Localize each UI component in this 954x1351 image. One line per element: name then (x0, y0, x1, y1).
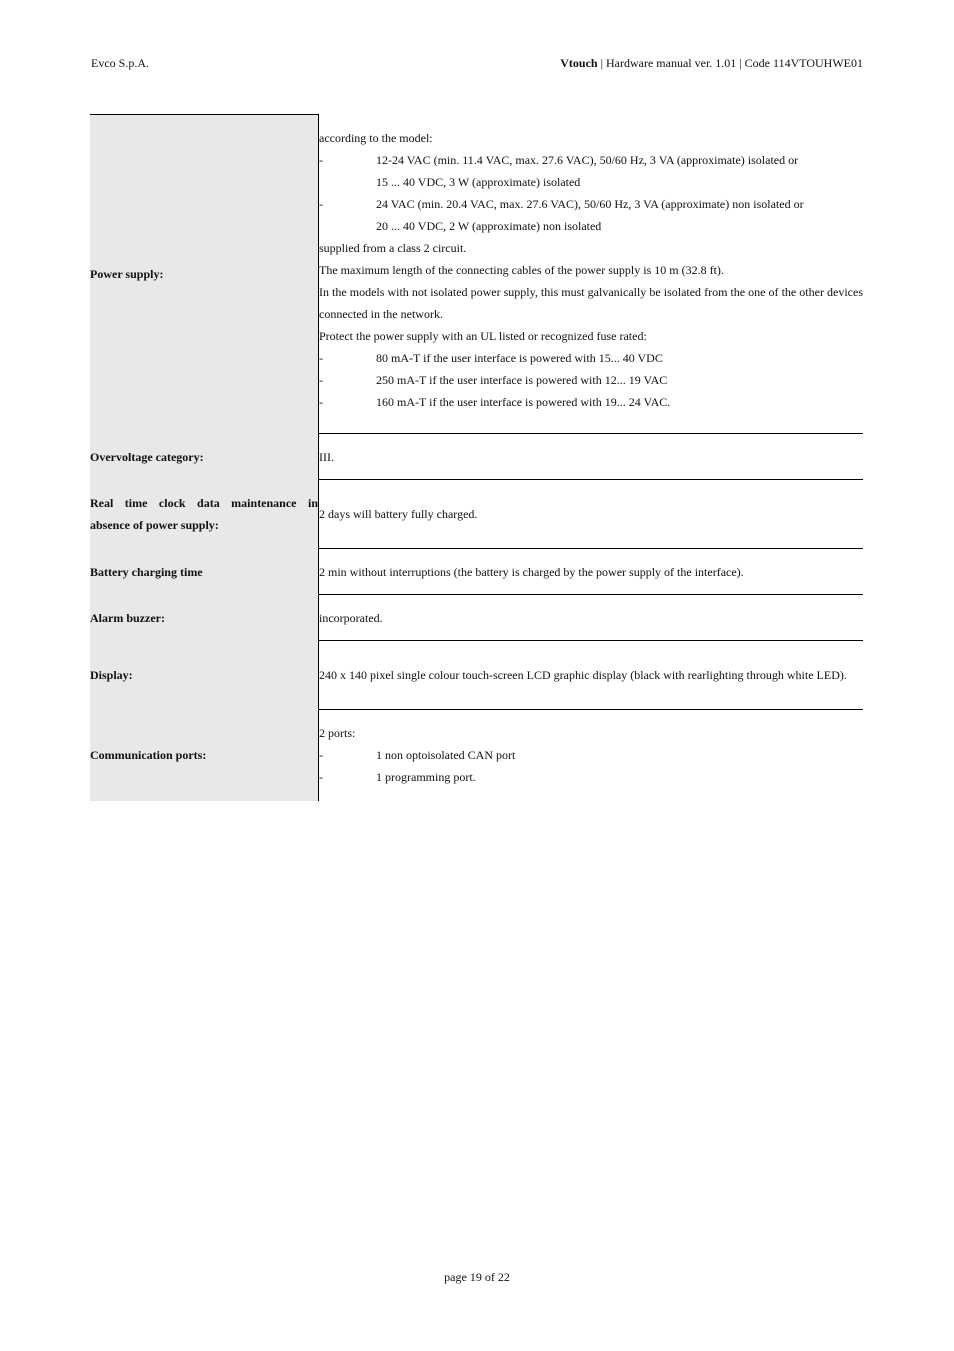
row-overvoltage (90, 434, 863, 480)
fuse-bullet-2 (319, 369, 863, 391)
header-company: Evco S.p.A. (91, 56, 149, 70)
bullet-dash: - (319, 196, 323, 211)
fuse-bullet-1 (319, 347, 863, 369)
bullet-dash: - (319, 350, 323, 365)
fuse-bullet-3 (319, 391, 863, 413)
label-display: Display: (90, 641, 319, 710)
power-bullet-1-cont: 15 ... 40 VDC, 3 W (approximate) isolated (376, 174, 581, 189)
label-overvoltage: Overvoltage category: (90, 434, 319, 480)
bullet-dash: - (319, 770, 323, 785)
value-power-supply (319, 115, 864, 434)
row-buzzer (90, 595, 863, 641)
row-battery (90, 549, 863, 595)
header-manual-info (560, 56, 863, 71)
label-buzzer: Alarm buzzer: (90, 595, 319, 641)
label-ports: Communication ports: (90, 710, 319, 801)
power-line-4: Protect the power supply with an UL listed or recognized fuse rated: (319, 328, 647, 343)
fuse-bullet-2-text: 250 mA-T if the user interface is powered with 12... 19 VAC (376, 372, 668, 387)
power-intro: according to the model: (319, 130, 433, 145)
bullet-dash: - (319, 394, 323, 409)
label-battery: Battery charging time (90, 549, 319, 595)
row-ports (90, 710, 863, 801)
header-product: Vtouch (560, 56, 598, 70)
value-buzzer: incorporated. (319, 595, 864, 641)
power-line-1: supplied from a class 2 circuit. (319, 240, 467, 255)
label-power-supply: Power supply: (90, 115, 319, 434)
bullet-dash: - (319, 748, 323, 763)
power-bullet-2-cont: 20 ... 40 VDC, 2 W (approximate) non isolated (376, 218, 602, 233)
fuse-bullet-3-text: 160 mA-T if the user interface is powered with 19... 24 VAC. (376, 394, 671, 409)
ports-bullet-1 (319, 744, 863, 766)
header-manual: | Hardware manual ver. 1.01 | Code 114VTOUHWE01 (597, 56, 863, 70)
bullet-dash: - (319, 152, 323, 167)
row-rtc (90, 480, 863, 549)
spec-table (90, 114, 863, 801)
value-rtc: 2 days will battery fully charged. (319, 480, 864, 549)
ports-bullet-2 (319, 766, 863, 788)
power-bullet-2-text: 24 VAC (min. 20.4 VAC, max. 27.6 VAC), 50/60 Hz, 3 VA (approximate) non isolated or (376, 196, 804, 211)
value-battery: 2 min without interruptions (the battery is charged by the power supply of the interface). (319, 549, 864, 595)
label-rtc-text: Real time clock data maintenance in absence of power supply: (90, 496, 318, 532)
ports-bullet-2-text: 1 programming port. (376, 770, 476, 785)
value-display: 240 x 140 pixel single colour touch-screen LCD graphic display (black with rearlighting through white LED). (319, 641, 864, 710)
label-rtc (90, 480, 319, 549)
power-bullet-2 (319, 193, 863, 215)
ports-bullet-1-text: 1 non optoisolated CAN port (376, 748, 516, 763)
bullet-dash: - (319, 372, 323, 387)
fuse-bullet-1-text: 80 mA-T if the user interface is powered with 15... 40 VDC (376, 350, 663, 365)
value-ports (319, 710, 864, 801)
value-overvoltage: III. (319, 434, 864, 480)
power-bullet-1 (319, 149, 863, 171)
page-number: page 19 of 22 (444, 1270, 510, 1284)
power-line-2: The maximum length of the connecting cables of the power supply is 10 m (32.8 ft). (319, 262, 724, 277)
ports-intro: 2 ports: (319, 726, 356, 741)
row-display (90, 641, 863, 710)
power-line-3: In the models with not isolated power supply, this must galvanically be isolated from the one of the other devices connected in the network. (319, 284, 863, 321)
row-power-supply (90, 115, 863, 434)
power-bullet-1-text: 12-24 VAC (min. 11.4 VAC, max. 27.6 VAC), 50/60 Hz, 3 VA (approximate) isolated or (376, 152, 799, 167)
